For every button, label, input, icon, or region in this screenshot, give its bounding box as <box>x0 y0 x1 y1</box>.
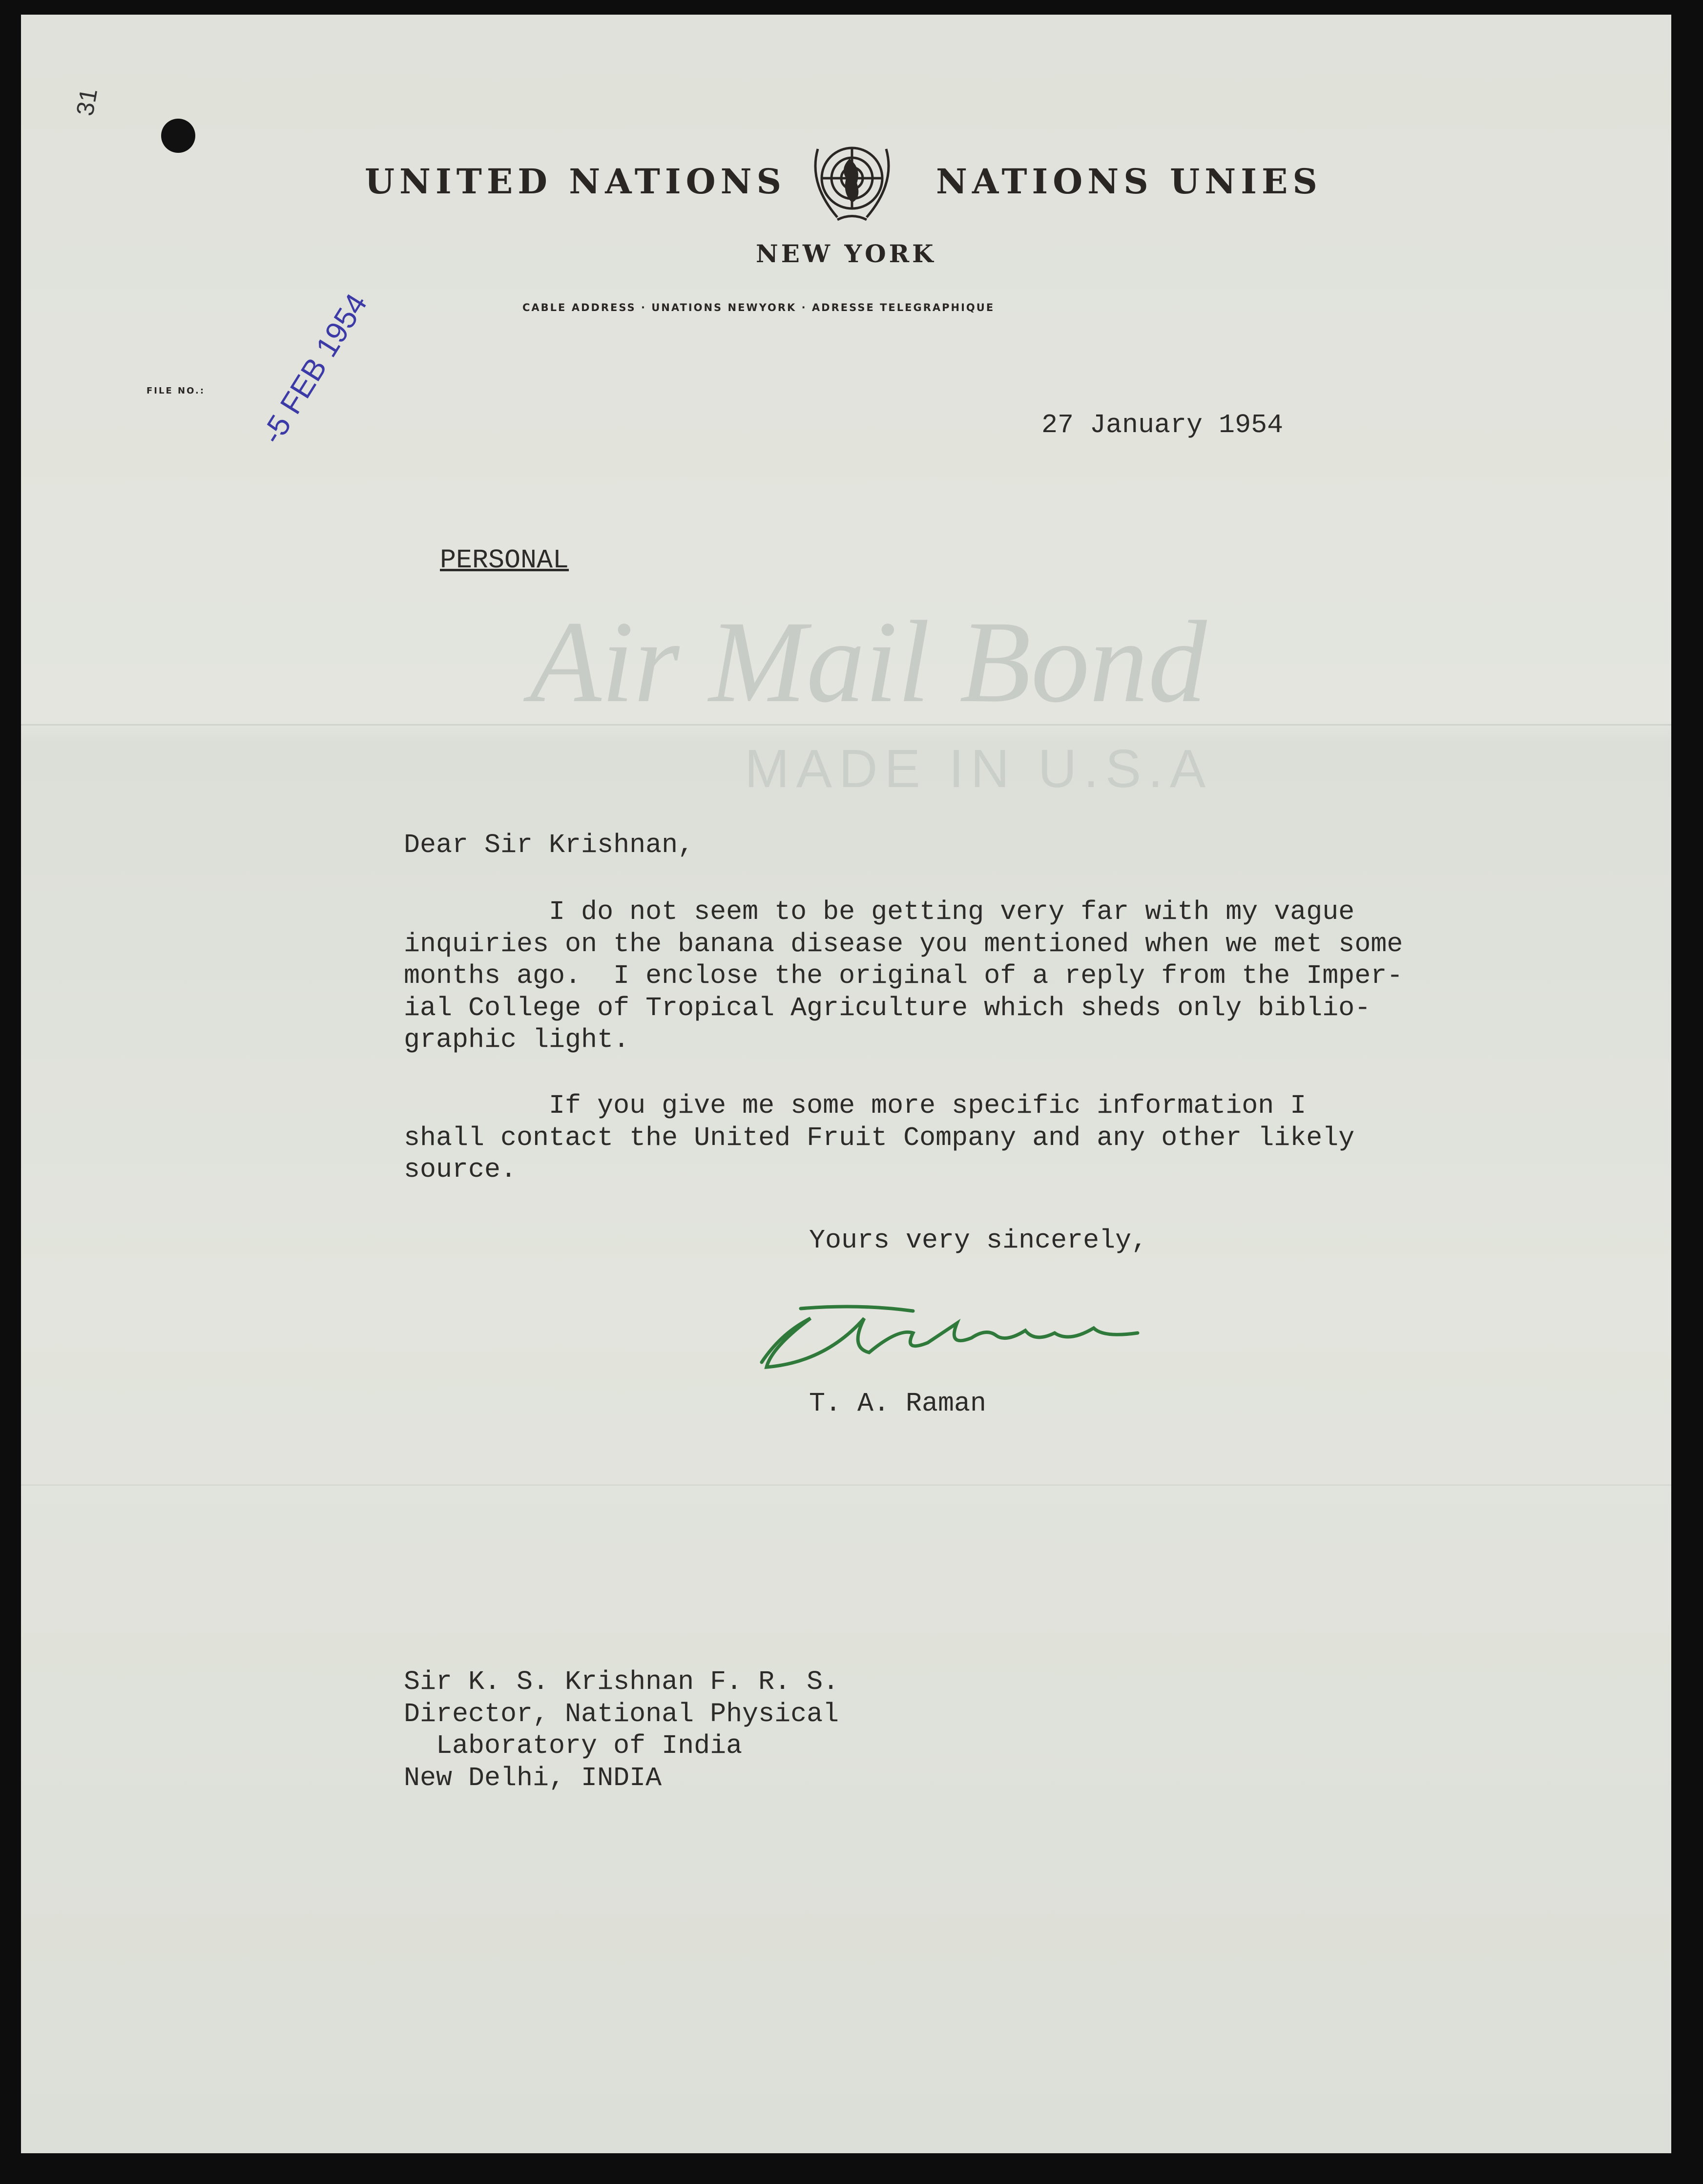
paragraph-line: source. <box>404 1154 517 1186</box>
fold-line <box>21 1484 1671 1486</box>
org-name-fr: NATIONS UNIES <box>936 161 1322 202</box>
org-name-en: UNITED NATIONS <box>365 161 787 202</box>
received-date-stamp: -5 FEB 1954 <box>255 288 374 450</box>
closing: Yours very sincerely, <box>809 1225 1148 1256</box>
personal-marking: PERSONAL <box>440 545 569 576</box>
paragraph-line: shall contact the United Fruit Company and any other likely <box>404 1122 1355 1153</box>
file-no-label: FILE NO.: <box>146 386 206 396</box>
signer-name: T. A. Raman <box>809 1388 987 1419</box>
recipient-address <box>404 1666 839 1794</box>
address-line: Sir K. S. Krishnan F. R. S. <box>404 1666 839 1697</box>
watermark-air-mail-bond: Air Mail Bond <box>530 597 1207 727</box>
address-line: Director, National Physical <box>404 1698 839 1729</box>
paragraph-line: months ago. I enclose the original of a reply from the Imper- <box>404 960 1403 992</box>
paragraph-line: If you give me some more specific information I <box>404 1090 1307 1121</box>
paragraph-line: inquiries on the banana disease you mentioned when we met some <box>404 928 1403 959</box>
un-emblem-icon <box>803 129 901 239</box>
paragraph-line: I do not seem to be getting very far with my vague <box>404 896 1355 927</box>
paragraph-line: graphic light. <box>404 1024 630 1056</box>
signature <box>752 1289 1152 1384</box>
punch-hole <box>161 119 195 153</box>
cable-address: CABLE ADDRESS · UNATIONS NEWYORK · ADRESSE TELEGRAPHIQUE <box>522 302 995 313</box>
paragraph-line: ial College of Tropical Agriculture which sheds only biblio- <box>404 992 1371 1023</box>
salutation: Dear Sir Krishnan, <box>404 830 694 860</box>
letter-date: 27 January 1954 <box>1041 410 1284 440</box>
address-line: Laboratory of India <box>404 1730 743 1762</box>
watermark-made-in-usa: MADE IN U.S.A <box>745 739 1213 799</box>
letter-paper <box>21 15 1671 2153</box>
paragraph-2 <box>404 1090 1354 1186</box>
paragraph-1 <box>404 896 1403 1056</box>
address-line: New Delhi, INDIA <box>404 1762 662 1793</box>
city: NEW YORK <box>756 239 936 268</box>
margin-note: 31 <box>71 86 103 118</box>
